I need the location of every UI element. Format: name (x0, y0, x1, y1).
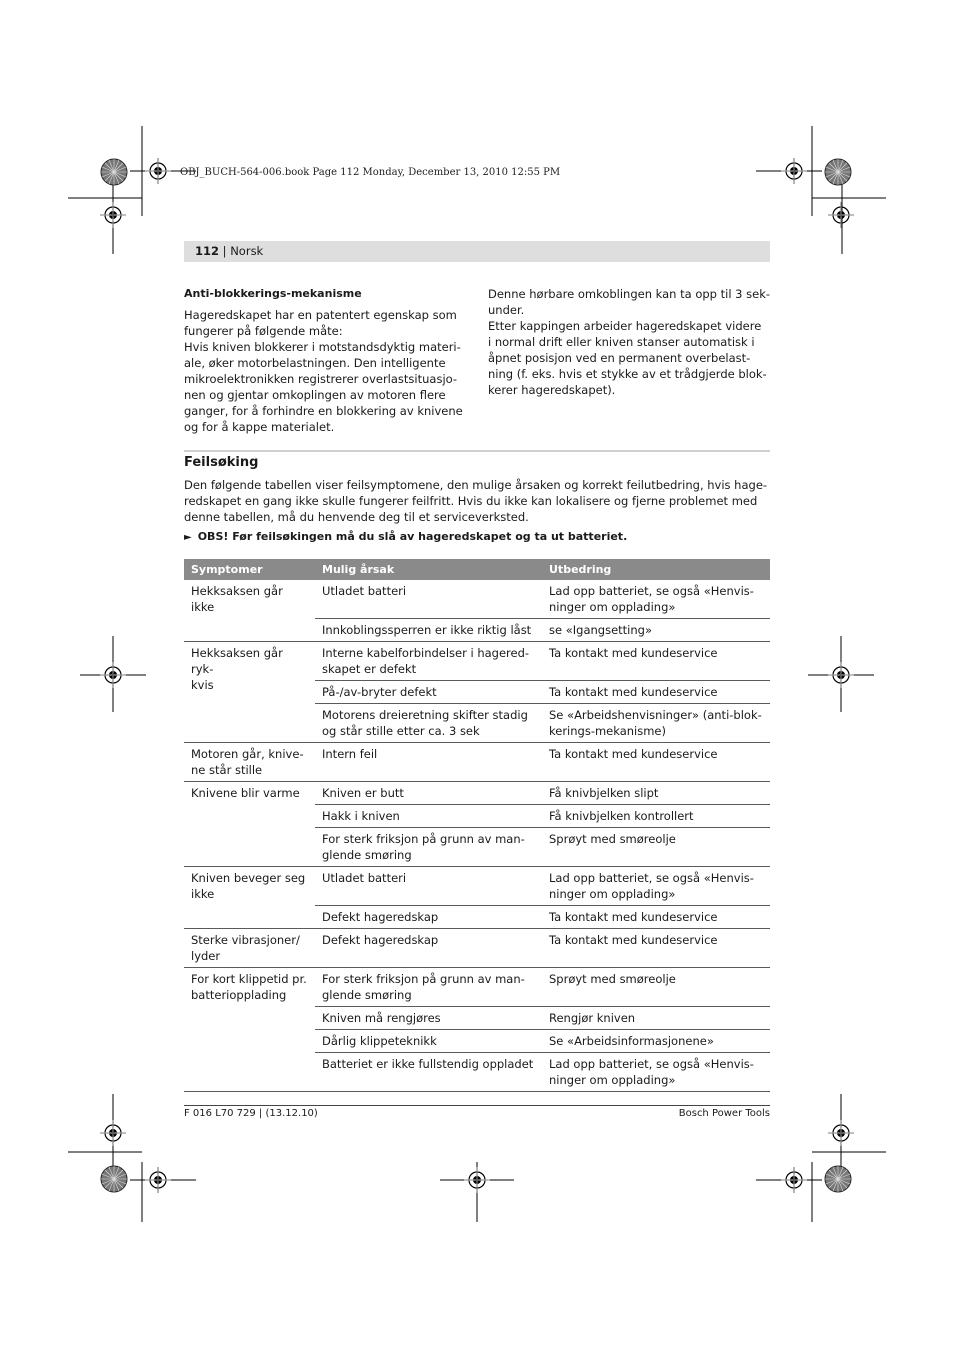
text-line: denne tabellen, må du henvende deg til et serviceverksted. (184, 510, 529, 524)
text-line: Lad opp batteriet, se også «Henvis- (549, 1057, 754, 1071)
table-row (184, 929, 770, 968)
text-line: Dårlig klippeteknikk (322, 1034, 437, 1048)
text-line: Lad opp batteriet, se også «Henvis- (549, 584, 754, 598)
table-header-row (184, 559, 770, 580)
cause-cell (315, 580, 542, 619)
fix-cell (542, 743, 770, 782)
text-line: og for å kappe materialet. (184, 420, 335, 434)
text-line: Kniven er butt (322, 786, 404, 800)
left-column (184, 286, 474, 435)
symptom-cell (184, 929, 315, 968)
text-line: Sprøyt med smøreolje (549, 972, 676, 986)
fix-cell (542, 1053, 770, 1092)
table-row (184, 580, 770, 619)
text-line: under. (488, 303, 525, 317)
text-line: Hvis kniven blokkerer i motstandsdyktig materi- (184, 340, 461, 354)
text-line: Innkoblingssperren er ikke riktig låst (322, 623, 532, 637)
text-line: Sterke vibrasjoner/ (191, 933, 300, 947)
text-line: ning (f. eks. hvis et stykke av et trådgjerde blok- (488, 367, 767, 381)
page-number: 112 (195, 244, 220, 258)
fix-cell (542, 906, 770, 929)
text-line: Hekksaksen går ikke (191, 584, 283, 614)
text-line: skapet er defekt (322, 662, 417, 676)
table-row (184, 642, 770, 681)
anti-block-heading: Anti-blokkerings-mekanisme (184, 287, 362, 300)
text-line: Kniven beveger seg (191, 871, 306, 885)
cause-cell (315, 619, 542, 642)
fix-cell (542, 704, 770, 743)
symptom-cell (184, 580, 315, 642)
cause-cell (315, 828, 542, 867)
text-line: glende smøring (322, 988, 412, 1002)
cause-cell (315, 1030, 542, 1053)
cause-cell (315, 968, 542, 1007)
text-line: Hekksaksen går ryk- (191, 646, 283, 676)
text-line: Ta kontakt med kundeservice (549, 933, 718, 947)
cause-cell (315, 782, 542, 805)
fix-cell (542, 867, 770, 906)
left-column-text (184, 307, 474, 435)
text-line: åpnet posisjon ved en permanent overbelast- (488, 351, 751, 365)
text-line: ganger, for å forhindre en blokkering av knivene (184, 404, 463, 418)
text-line: Intern feil (322, 747, 378, 761)
text-line: Lad opp batteriet, se også «Henvis- (549, 871, 754, 885)
page-header (195, 244, 263, 258)
text-line: Hakk i kniven (322, 809, 400, 823)
text-line: glende smøring (322, 848, 412, 862)
header-language: Norsk (230, 244, 264, 258)
text-line: For sterk friksjon på grunn av man- (322, 832, 525, 846)
text-line: For kort klippetid pr. (191, 972, 307, 986)
cause-cell (315, 805, 542, 828)
section-intro (184, 477, 772, 525)
section-title: Feilsøking (184, 455, 259, 470)
cause-cell (315, 642, 542, 681)
print-info-line: OBJ_BUCH-564-006.book Page 112 Monday, December 13, 2010 12:55 PM (180, 167, 561, 178)
text-line: Utladet batteri (322, 584, 407, 598)
symptom-cell (184, 743, 315, 782)
footer-doc-id: F 016 L70 729 | (13.12.10) (184, 1108, 318, 1119)
table-row (184, 867, 770, 906)
text-line: nen og gjentar omkoplingen av motoren flere (184, 388, 446, 402)
footer-rule (184, 1105, 770, 1106)
text-line: ikke (191, 887, 215, 901)
table-row (184, 782, 770, 805)
symptom-cell (184, 968, 315, 1092)
text-line: Se «Arbeidshenvisninger» (anti-blok- (549, 708, 762, 722)
text-line: Motorens dreieretning skifter stadig (322, 708, 528, 722)
fix-cell (542, 681, 770, 704)
text-line: Interne kabelforbindelser i hagered- (322, 646, 530, 660)
fix-cell (542, 1030, 770, 1053)
fix-cell (542, 1007, 770, 1030)
text-line: Ta kontakt med kundeservice (549, 646, 718, 660)
text-line: kvis (191, 678, 214, 692)
text-line: mikroelektronikken registrerer overlastsituasjo- (184, 372, 458, 386)
right-column (488, 286, 778, 398)
text-line: kerer hageredskapet). (488, 383, 616, 397)
text-line: Få knivbjelken kontrollert (549, 809, 694, 823)
text-line: Defekt hageredskap (322, 910, 439, 924)
text-line: For sterk friksjon på grunn av man- (322, 972, 525, 986)
text-line: se «Igangsetting» (549, 623, 652, 637)
warning-text: OBS! Før feilsøkingen må du slå av hageredskapet og ta ut batteriet. (197, 530, 628, 543)
cause-cell (315, 1053, 542, 1092)
footer-brand: Bosch Power Tools (678, 1108, 770, 1119)
text-line: Hageredskapet har en patentert egenskap som (184, 308, 457, 322)
section-divider (184, 450, 770, 452)
text-line: Få knivbjelken slipt (549, 786, 659, 800)
text-line: Sprøyt med smøreolje (549, 832, 676, 846)
text-line: ninger om opplading» (549, 600, 676, 614)
text-line: kerings-mekanisme) (549, 724, 666, 738)
symptom-cell (184, 642, 315, 743)
troubleshooting-table (184, 559, 770, 1092)
text-line: Batteriet er ikke fullstendig oppladet (322, 1057, 534, 1071)
text-line: Ta kontakt med kundeservice (549, 747, 718, 761)
text-line: Defekt hageredskap (322, 933, 439, 947)
text-line: Den følgende tabellen viser feilsymptomene, den mulige årsaken og korrekt feilutbedring, hvis hage- (184, 478, 768, 492)
text-line: i normal drift eller kniven stanser automatisk i (488, 335, 755, 349)
cause-cell (315, 743, 542, 782)
text-line: ne står stille (191, 763, 263, 777)
cause-cell (315, 1007, 542, 1030)
fix-cell (542, 968, 770, 1007)
header-separator: | (222, 244, 227, 258)
text-line: På-/av-bryter defekt (322, 685, 437, 699)
fix-cell (542, 580, 770, 619)
text-line: Se «Arbeidsinformasjonene» (549, 1034, 714, 1048)
text-line: Utladet batteri (322, 871, 407, 885)
cause-cell (315, 906, 542, 929)
text-line: Kniven må rengjøres (322, 1011, 441, 1025)
text-line: ninger om opplading» (549, 887, 676, 901)
text-line: Ta kontakt med kundeservice (549, 685, 718, 699)
text-line: og står stille etter ca. 3 sek (322, 724, 480, 738)
col-header-cause: Mulig årsak (315, 559, 542, 580)
fix-cell (542, 782, 770, 805)
fix-cell (542, 619, 770, 642)
warning-arrow-icon: ► (184, 532, 192, 543)
symptom-cell (184, 782, 315, 867)
col-header-symptoms: Symptomer (184, 559, 315, 580)
right-column-text (488, 286, 778, 398)
col-header-fix: Utbedring (542, 559, 770, 580)
text-line: Denne hørbare omkoblingen kan ta opp til 3 sek- (488, 287, 771, 301)
text-line: Motoren går, knive- (191, 747, 304, 761)
table-row (184, 743, 770, 782)
text-line: batteriopplading (191, 988, 287, 1002)
cause-cell (315, 681, 542, 704)
text-line: redskapet en gang ikke skulle fungerer feilfritt. Hvis du ikke kan lokalisere og fjerne problemet med (184, 494, 758, 508)
fix-cell (542, 929, 770, 968)
text-line: lyder (191, 949, 221, 963)
fix-cell (542, 828, 770, 867)
fix-cell (542, 805, 770, 828)
text-line: Etter kappingen arbeider hageredskapet videre (488, 319, 762, 333)
table-row (184, 968, 770, 1007)
text-line: ale, øker motorbelastningen. Den intelligente (184, 356, 446, 370)
text-line: Rengjør kniven (549, 1011, 636, 1025)
cause-cell (315, 867, 542, 906)
text-line: Knivene blir varme (191, 786, 300, 800)
cause-cell (315, 704, 542, 743)
text-line: ninger om opplading» (549, 1073, 676, 1087)
fix-cell (542, 642, 770, 681)
page-header-bar (184, 241, 770, 262)
cause-cell (315, 929, 542, 968)
symptom-cell (184, 867, 315, 929)
warning-note (184, 530, 627, 543)
text-line: fungerer på følgende måte: (184, 324, 343, 338)
text-line: Ta kontakt med kundeservice (549, 910, 718, 924)
